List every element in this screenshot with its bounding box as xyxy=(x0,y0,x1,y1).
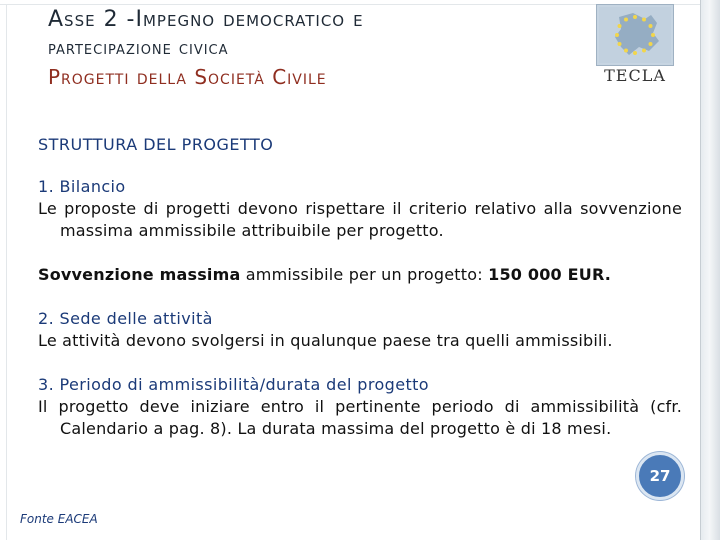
grant-value: 150 000 EUR. xyxy=(488,265,612,284)
section-title: STRUTTURA DEL PROGETTO xyxy=(38,135,274,154)
slide-number-badge: 27 xyxy=(636,452,684,500)
frame-right-border xyxy=(700,0,720,540)
item3-text: Il progetto deve iniziare entro il pertinente periodo di ammissibilità (cfr. Calendario a pag. 8). La durata massima del progetto è di 18 mesi. xyxy=(38,397,682,438)
item2-text: Le attività devono svolgersi in qualunque paese tra quelli ammissibili. xyxy=(38,331,613,350)
eu-stars-map-icon xyxy=(596,4,674,66)
item1-heading: 1. Bilancio xyxy=(38,177,126,196)
frame-top-line xyxy=(0,4,700,5)
source-note: Fonte EACEA xyxy=(20,512,98,526)
item3-heading: 3. Periodo di ammissibilità/durata del progetto xyxy=(38,375,429,394)
title-line-2: partecipazione civica xyxy=(48,37,229,59)
logo-text: TECLA xyxy=(604,66,666,85)
grant-line xyxy=(38,264,682,286)
title-line-1: Asse 2 -Impegno democratico e xyxy=(48,7,364,32)
frame-left-line xyxy=(6,4,7,540)
slide-title xyxy=(48,6,568,92)
tecla-logo xyxy=(596,4,674,86)
item2-heading: 2. Sede delle attività xyxy=(38,309,213,328)
item1-text: Le proposte di progetti devono rispettare il criterio relativo alla sovvenzione massima ammissibile attribuibile per progetto. xyxy=(38,199,682,240)
grant-label: Sovvenzione massima xyxy=(38,265,241,284)
slide-content xyxy=(38,132,682,440)
grant-middle: ammissibile per un progetto: xyxy=(240,265,489,284)
title-line-3: Progetti della Società Civile xyxy=(48,65,327,89)
